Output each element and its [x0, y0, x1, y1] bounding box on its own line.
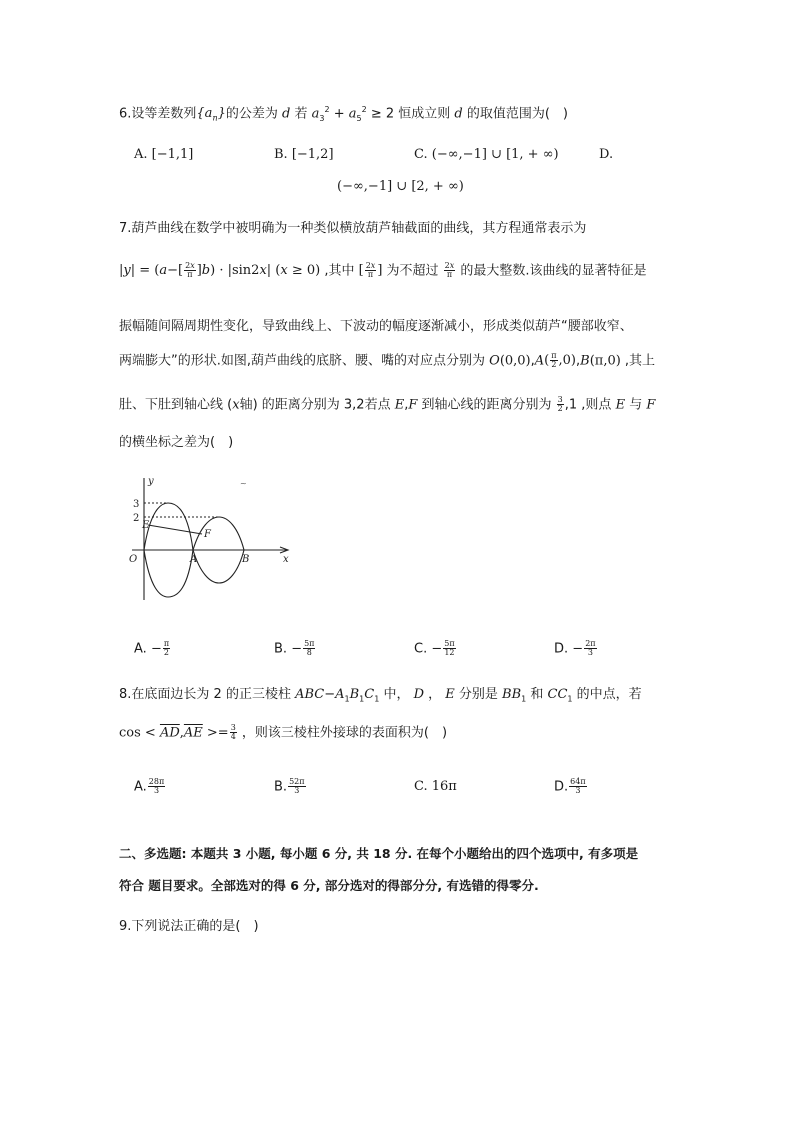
fig-F: F [204, 529, 211, 540]
svg-text:~: ~ [240, 479, 247, 488]
gourd-curve-figure [120, 472, 300, 612]
q7-option-c[interactable]: C. − $\frac{5\pi}{12}$ [414, 639, 455, 658]
q7-line2: |y| = (a−[ $\frac{2x}{\pi}$ ]b) · |sin2x| (x ≥ 0) ,其中 [ $\frac{2x}{\pi}$ ] 为不超过 $\frac{2x}{\pi}$ 的最大整数.该曲线的显著特征是 [119, 261, 647, 280]
q6-option-d[interactable]: D. [599, 147, 614, 162]
q7-line4: 两端膨大”的形状.如图,葫芦曲线的底脐、腰、嘴的对应点分别为 O(0,0),A( $\frac{\pi}{2}$ ,0),B(π,0) ,其上 [119, 351, 656, 370]
section2-line1: 二、多选题: 本题共 3 小题, 每小题 6 分, 共 18 分. 在每个小题给出的四个选项中, 有多项是 [119, 846, 639, 861]
q8-option-a[interactable]: A. $\frac{28\pi}{3}$ [134, 777, 165, 796]
section2-line2: 符合 题目要求。全部选对的得 6 分, 部分选对的得部分分, 有选错的得零分. [119, 878, 539, 893]
q7-line6: 的横坐标之差为( ) [119, 435, 234, 450]
q8-line1: 8.在底面边长为 2 的正三棱柱 $ABC-A_1B_1C_1$ 中， D ， E 分别是 $BB_1$ 和 $CC_1$ 的中点，若 [119, 687, 642, 704]
q7-option-b[interactable]: B. − $\frac{5\pi}{8}$ [274, 639, 315, 658]
q7-line5: 肚、下肚到轴心线 (x轴) 的距离分别为 3,2若点 E,F 到轴心线的距离分别为 $\frac{3}{2}$ ,1 ,则点 E 与 F [119, 395, 656, 414]
q9-stem: 9.下列说法正确的是( ) [119, 919, 259, 934]
q6-option-c[interactable]: C. (−∞,−1] ∪ [1, + ∞) [414, 147, 559, 162]
fig-three: 3 [133, 499, 140, 510]
fig-x-label: x [283, 554, 289, 565]
fig-O: O [129, 554, 138, 565]
fig-y-label: y [148, 476, 154, 487]
q8-option-b[interactable]: B. $\frac{52\pi}{3}$ [274, 777, 305, 796]
q7-line1: 7.葫芦曲线在数学中被明确为一种类似横放葫芦轴截面的曲线，其方程通常表示为 [119, 221, 587, 236]
q7-option-a[interactable]: A. − $\frac{\pi}{2}$ [134, 639, 170, 658]
q6-stem: 6.设等差数列$\{a_n\}$的公差为 d 若 $a_3^2 + a_5^2 \ge 2$ 恒成立则 d 的取值范围为( ) [119, 105, 568, 123]
fig-two: 2 [133, 513, 140, 524]
q8-option-c[interactable]: C. 16π [414, 779, 457, 794]
fig-B: B [242, 554, 250, 565]
q7-option-d[interactable]: D. − $\frac{2\pi}{3}$ [554, 639, 596, 658]
q6-option-b[interactable]: B. [−1,2] [274, 147, 334, 162]
q6-option-d-value: (−∞,−1] ∪ [2, + ∞) [337, 179, 464, 194]
q6-option-a[interactable]: A. [−1,1] [134, 147, 194, 162]
q8-option-d[interactable]: D. $\frac{64\pi}{3}$ [554, 777, 586, 796]
q8-line2: $\cos < \overline{AD},\overline{AE}$ >= $\frac{3}{4}$ ，则该三棱柱外接球的表面积为( ) [119, 723, 448, 742]
fig-E: E [142, 520, 150, 531]
q7-line3: 振幅随间隔周期性变化，导致曲线上、下波动的幅度逐渐减小，形成类似葫芦“腰部收窄、 [119, 319, 633, 334]
fig-A: A [190, 554, 198, 565]
